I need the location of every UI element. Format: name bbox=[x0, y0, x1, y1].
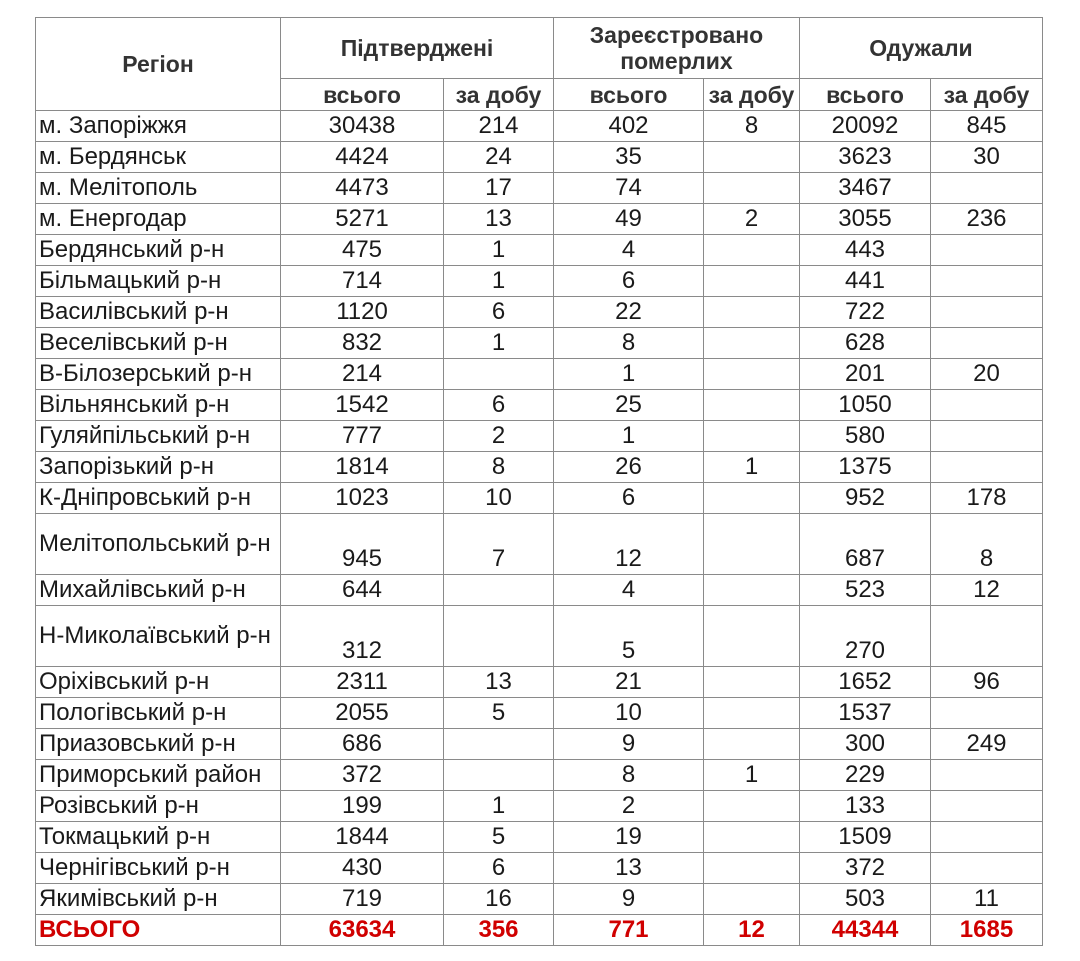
total-recovered-total: 44344 bbox=[800, 915, 931, 946]
table-row bbox=[36, 266, 1043, 297]
cell-deaths-day bbox=[704, 729, 800, 760]
cell-recovered-day: 20 bbox=[931, 359, 1043, 390]
cell-recovered-day bbox=[931, 853, 1043, 884]
total-confirmed-day: 356 bbox=[444, 915, 554, 946]
cell-recovered-total: 687 bbox=[800, 514, 931, 575]
cell-confirmed-total: 1542 bbox=[281, 390, 444, 421]
table-row bbox=[36, 390, 1043, 421]
cell-region: Розівський р-н bbox=[36, 791, 281, 822]
cell-confirmed-day: 8 bbox=[444, 452, 554, 483]
cell-recovered-total: 952 bbox=[800, 483, 931, 514]
cell-confirmed-day: 5 bbox=[444, 698, 554, 729]
cell-deaths-total: 74 bbox=[554, 173, 704, 204]
header-confirmed: Підтверджені bbox=[281, 18, 554, 79]
cell-confirmed-total: 1814 bbox=[281, 452, 444, 483]
cell-deaths-total: 5 bbox=[554, 606, 704, 667]
subheader-recovered-total: всього bbox=[800, 79, 931, 111]
cell-deaths-day bbox=[704, 173, 800, 204]
cell-recovered-day bbox=[931, 390, 1043, 421]
subheader-deaths-day: за добу bbox=[704, 79, 800, 111]
covid-stats-table bbox=[35, 17, 1043, 946]
header-region: Регіон bbox=[36, 18, 281, 111]
cell-deaths-total: 4 bbox=[554, 575, 704, 606]
cell-recovered-day: 11 bbox=[931, 884, 1043, 915]
cell-recovered-day bbox=[931, 822, 1043, 853]
table-row bbox=[36, 204, 1043, 235]
cell-confirmed-day bbox=[444, 575, 554, 606]
cell-region: Бердянський р-н bbox=[36, 235, 281, 266]
cell-confirmed-total: 714 bbox=[281, 266, 444, 297]
cell-confirmed-day: 1 bbox=[444, 235, 554, 266]
cell-recovered-total: 580 bbox=[800, 421, 931, 452]
cell-deaths-day bbox=[704, 698, 800, 729]
cell-confirmed-total: 430 bbox=[281, 853, 444, 884]
cell-confirmed-day: 6 bbox=[444, 297, 554, 328]
cell-deaths-total: 9 bbox=[554, 884, 704, 915]
cell-recovered-day bbox=[931, 760, 1043, 791]
table-row bbox=[36, 760, 1043, 791]
cell-recovered-total: 628 bbox=[800, 328, 931, 359]
cell-confirmed-day: 7 bbox=[444, 514, 554, 575]
cell-confirmed-day bbox=[444, 606, 554, 667]
cell-confirmed-total: 4473 bbox=[281, 173, 444, 204]
cell-region: В-Білозерський р-н bbox=[36, 359, 281, 390]
cell-confirmed-day: 13 bbox=[444, 204, 554, 235]
cell-recovered-day bbox=[931, 452, 1043, 483]
total-deaths-day: 12 bbox=[704, 915, 800, 946]
table-row bbox=[36, 235, 1043, 266]
cell-deaths-day bbox=[704, 884, 800, 915]
cell-confirmed-day bbox=[444, 760, 554, 791]
subheader-recovered-day: за добу bbox=[931, 79, 1043, 111]
cell-deaths-total: 8 bbox=[554, 328, 704, 359]
cell-recovered-day: 96 bbox=[931, 667, 1043, 698]
cell-deaths-day bbox=[704, 791, 800, 822]
cell-deaths-day bbox=[704, 667, 800, 698]
cell-recovered-day bbox=[931, 173, 1043, 204]
cell-confirmed-total: 4424 bbox=[281, 142, 444, 173]
cell-confirmed-total: 719 bbox=[281, 884, 444, 915]
cell-deaths-total: 21 bbox=[554, 667, 704, 698]
cell-recovered-total: 3055 bbox=[800, 204, 931, 235]
cell-confirmed-day: 10 bbox=[444, 483, 554, 514]
cell-recovered-day: 249 bbox=[931, 729, 1043, 760]
cell-recovered-day: 236 bbox=[931, 204, 1043, 235]
header-deaths: Зареєстровано померлих bbox=[554, 18, 800, 79]
cell-deaths-day: 8 bbox=[704, 111, 800, 142]
cell-deaths-day bbox=[704, 514, 800, 575]
cell-confirmed-total: 832 bbox=[281, 328, 444, 359]
cell-recovered-total: 1537 bbox=[800, 698, 931, 729]
cell-recovered-total: 3467 bbox=[800, 173, 931, 204]
cell-confirmed-total: 199 bbox=[281, 791, 444, 822]
cell-recovered-total: 503 bbox=[800, 884, 931, 915]
cell-region: Вільнянський р-н bbox=[36, 390, 281, 421]
cell-region: Приморський район bbox=[36, 760, 281, 791]
cell-recovered-total: 300 bbox=[800, 729, 931, 760]
cell-deaths-total: 8 bbox=[554, 760, 704, 791]
cell-confirmed-day: 5 bbox=[444, 822, 554, 853]
cell-confirmed-day: 1 bbox=[444, 266, 554, 297]
table-row bbox=[36, 606, 1043, 667]
table-row bbox=[36, 297, 1043, 328]
cell-deaths-day: 1 bbox=[704, 760, 800, 791]
cell-deaths-day bbox=[704, 822, 800, 853]
cell-recovered-day bbox=[931, 791, 1043, 822]
cell-deaths-day bbox=[704, 142, 800, 173]
cell-region: м. Бердянськ bbox=[36, 142, 281, 173]
cell-deaths-total: 35 bbox=[554, 142, 704, 173]
cell-deaths-day: 1 bbox=[704, 452, 800, 483]
cell-confirmed-total: 644 bbox=[281, 575, 444, 606]
cell-region: м. Енергодар bbox=[36, 204, 281, 235]
cell-recovered-day bbox=[931, 421, 1043, 452]
cell-deaths-total: 12 bbox=[554, 514, 704, 575]
cell-region: Чернігівський р-н bbox=[36, 853, 281, 884]
cell-deaths-day bbox=[704, 328, 800, 359]
cell-recovered-day bbox=[931, 297, 1043, 328]
table-row bbox=[36, 173, 1043, 204]
cell-deaths-day bbox=[704, 483, 800, 514]
cell-recovered-total: 201 bbox=[800, 359, 931, 390]
cell-recovered-total: 1375 bbox=[800, 452, 931, 483]
cell-confirmed-total: 777 bbox=[281, 421, 444, 452]
cell-confirmed-day: 16 bbox=[444, 884, 554, 915]
cell-region: Якимівський р-н bbox=[36, 884, 281, 915]
table-row bbox=[36, 698, 1043, 729]
cell-region: Більмацький р-н bbox=[36, 266, 281, 297]
cell-deaths-total: 26 bbox=[554, 452, 704, 483]
cell-recovered-day bbox=[931, 328, 1043, 359]
cell-confirmed-total: 1120 bbox=[281, 297, 444, 328]
cell-recovered-total: 722 bbox=[800, 297, 931, 328]
cell-recovered-total: 372 bbox=[800, 853, 931, 884]
cell-confirmed-day: 1 bbox=[444, 328, 554, 359]
table-row bbox=[36, 359, 1043, 390]
cell-region: Веселівський р-н bbox=[36, 328, 281, 359]
table-row bbox=[36, 328, 1043, 359]
cell-deaths-total: 2 bbox=[554, 791, 704, 822]
cell-confirmed-day: 17 bbox=[444, 173, 554, 204]
cell-confirmed-day: 2 bbox=[444, 421, 554, 452]
cell-deaths-total: 9 bbox=[554, 729, 704, 760]
table-row bbox=[36, 483, 1043, 514]
cell-confirmed-total: 5271 bbox=[281, 204, 444, 235]
cell-deaths-day bbox=[704, 359, 800, 390]
cell-recovered-day bbox=[931, 606, 1043, 667]
cell-deaths-day bbox=[704, 235, 800, 266]
table-row bbox=[36, 421, 1043, 452]
cell-deaths-total: 19 bbox=[554, 822, 704, 853]
cell-recovered-total: 229 bbox=[800, 760, 931, 791]
cell-confirmed-total: 30438 bbox=[281, 111, 444, 142]
cell-region: Запорізький р-н bbox=[36, 452, 281, 483]
cell-recovered-day: 12 bbox=[931, 575, 1043, 606]
cell-region: Мелітопольський р-н bbox=[36, 514, 281, 575]
cell-region: К-Дніпровський р-н bbox=[36, 483, 281, 514]
cell-confirmed-total: 1023 bbox=[281, 483, 444, 514]
cell-confirmed-day: 6 bbox=[444, 390, 554, 421]
cell-region: м. Запоріжжя bbox=[36, 111, 281, 142]
cell-confirmed-total: 1844 bbox=[281, 822, 444, 853]
header-recovered: Одужали bbox=[800, 18, 1043, 79]
cell-recovered-total: 1652 bbox=[800, 667, 931, 698]
total-region: ВСЬОГО bbox=[36, 915, 281, 946]
cell-confirmed-day: 1 bbox=[444, 791, 554, 822]
cell-deaths-total: 4 bbox=[554, 235, 704, 266]
cell-deaths-total: 25 bbox=[554, 390, 704, 421]
cell-deaths-day bbox=[704, 606, 800, 667]
table-row bbox=[36, 667, 1043, 698]
cell-confirmed-total: 686 bbox=[281, 729, 444, 760]
cell-recovered-day bbox=[931, 235, 1043, 266]
cell-deaths-total: 1 bbox=[554, 359, 704, 390]
cell-confirmed-total: 2055 bbox=[281, 698, 444, 729]
cell-confirmed-total: 214 bbox=[281, 359, 444, 390]
cell-recovered-total: 20092 bbox=[800, 111, 931, 142]
cell-recovered-total: 1050 bbox=[800, 390, 931, 421]
table-body bbox=[36, 111, 1043, 946]
cell-deaths-day: 2 bbox=[704, 204, 800, 235]
cell-recovered-day: 8 bbox=[931, 514, 1043, 575]
cell-confirmed-total: 475 bbox=[281, 235, 444, 266]
subheader-deaths-total: всього bbox=[554, 79, 704, 111]
table-row bbox=[36, 452, 1043, 483]
cell-recovered-total: 3623 bbox=[800, 142, 931, 173]
cell-region: Пологівський р-н bbox=[36, 698, 281, 729]
table-row bbox=[36, 111, 1043, 142]
cell-confirmed-day: 6 bbox=[444, 853, 554, 884]
cell-deaths-day bbox=[704, 421, 800, 452]
table-row bbox=[36, 142, 1043, 173]
cell-region: Михайлівський р-н bbox=[36, 575, 281, 606]
total-recovered-day: 1685 bbox=[931, 915, 1043, 946]
cell-confirmed-total: 312 bbox=[281, 606, 444, 667]
cell-confirmed-total: 945 bbox=[281, 514, 444, 575]
cell-recovered-total: 270 bbox=[800, 606, 931, 667]
cell-recovered-total: 133 bbox=[800, 791, 931, 822]
cell-recovered-day bbox=[931, 698, 1043, 729]
cell-region: м. Мелітополь bbox=[36, 173, 281, 204]
subheader-confirmed-day: за добу bbox=[444, 79, 554, 111]
cell-deaths-total: 49 bbox=[554, 204, 704, 235]
cell-recovered-total: 523 bbox=[800, 575, 931, 606]
cell-region: Гуляйпільський р-н bbox=[36, 421, 281, 452]
table-row bbox=[36, 853, 1043, 884]
cell-deaths-day bbox=[704, 266, 800, 297]
cell-deaths-total: 22 bbox=[554, 297, 704, 328]
table-row bbox=[36, 575, 1043, 606]
cell-deaths-total: 13 bbox=[554, 853, 704, 884]
cell-recovered-day: 178 bbox=[931, 483, 1043, 514]
table-row bbox=[36, 822, 1043, 853]
cell-region: Василівський р-н bbox=[36, 297, 281, 328]
cell-recovered-total: 443 bbox=[800, 235, 931, 266]
cell-deaths-day bbox=[704, 297, 800, 328]
cell-confirmed-day bbox=[444, 359, 554, 390]
cell-deaths-day bbox=[704, 390, 800, 421]
cell-region: Приазовський р-н bbox=[36, 729, 281, 760]
cell-deaths-day bbox=[704, 575, 800, 606]
cell-recovered-day bbox=[931, 266, 1043, 297]
cell-confirmed-total: 2311 bbox=[281, 667, 444, 698]
cell-recovered-total: 1509 bbox=[800, 822, 931, 853]
total-confirmed-total: 63634 bbox=[281, 915, 444, 946]
cell-region: Н-Миколаївський р-н bbox=[36, 606, 281, 667]
cell-recovered-day: 30 bbox=[931, 142, 1043, 173]
cell-confirmed-day bbox=[444, 729, 554, 760]
table-row bbox=[36, 729, 1043, 760]
cell-deaths-total: 10 bbox=[554, 698, 704, 729]
total-row bbox=[36, 915, 1043, 946]
cell-deaths-total: 6 bbox=[554, 483, 704, 514]
cell-region: Токмацький р-н bbox=[36, 822, 281, 853]
table-row bbox=[36, 791, 1043, 822]
cell-confirmed-total: 372 bbox=[281, 760, 444, 791]
cell-confirmed-day: 24 bbox=[444, 142, 554, 173]
cell-region: Оріхівський р-н bbox=[36, 667, 281, 698]
table-row bbox=[36, 884, 1043, 915]
table-row bbox=[36, 514, 1043, 575]
cell-deaths-total: 1 bbox=[554, 421, 704, 452]
cell-deaths-total: 402 bbox=[554, 111, 704, 142]
cell-confirmed-day: 13 bbox=[444, 667, 554, 698]
cell-recovered-total: 441 bbox=[800, 266, 931, 297]
cell-deaths-day bbox=[704, 853, 800, 884]
total-deaths-total: 771 bbox=[554, 915, 704, 946]
cell-deaths-total: 6 bbox=[554, 266, 704, 297]
cell-confirmed-day: 214 bbox=[444, 111, 554, 142]
cell-recovered-day: 845 bbox=[931, 111, 1043, 142]
subheader-confirmed-total: всього bbox=[281, 79, 444, 111]
